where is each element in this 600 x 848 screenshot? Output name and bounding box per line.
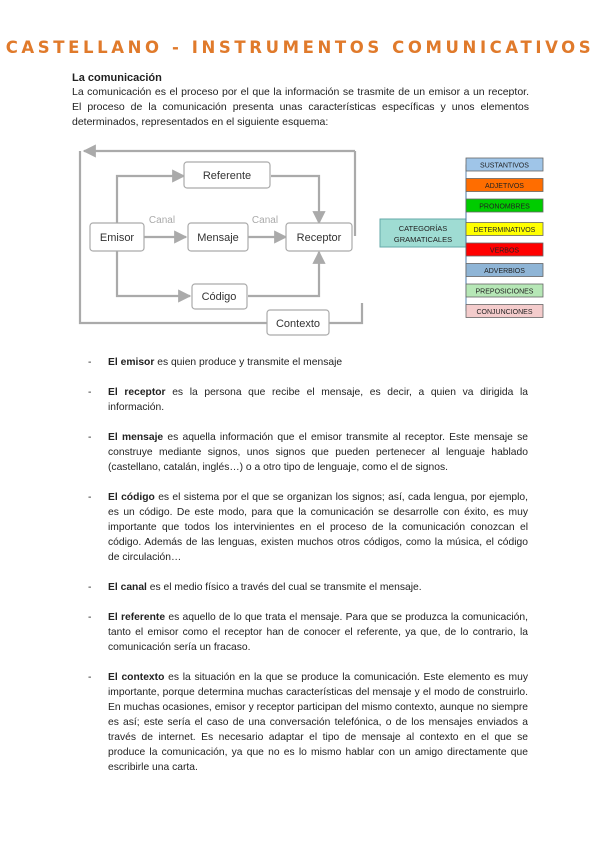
categories-label-line-1: CATEGORÍAS xyxy=(398,224,448,233)
definition-item xyxy=(88,430,528,475)
definition-item xyxy=(88,385,528,415)
referente-label: Referente xyxy=(202,170,252,182)
definition-item xyxy=(88,610,528,655)
emisor-label: Emisor xyxy=(99,232,135,244)
section-heading: La comunicación xyxy=(72,72,162,84)
category-label: ADJETIVOS xyxy=(485,183,524,190)
category-label: SUSTANTIVOS xyxy=(480,162,529,170)
definition-term: El receptor xyxy=(108,387,166,398)
definition-item xyxy=(88,490,528,565)
codigo-receptor-arrow xyxy=(248,252,319,296)
definition-text: es aquella información que el emisor transmite al receptor. Este mensaje se construye mediante signos, unos signos que pueden pertenecer al lenguaje hablado (castellano, catalán, inglés…) o a otro tipo de lenguaje, como el de signos. xyxy=(108,432,528,473)
bullet-dash: - xyxy=(88,432,92,443)
receptor-label: Receptor xyxy=(296,232,342,244)
bullet-dash: - xyxy=(88,492,92,503)
definition-term: El código xyxy=(108,492,155,503)
referente-receptor-arrow xyxy=(271,176,319,223)
bullet-dash: - xyxy=(88,582,92,593)
bullet-dash: - xyxy=(88,357,92,368)
communication-diagram xyxy=(72,138,552,338)
definition-text: es aquello de lo que trata el mensaje. Para que se produzca la comunicación, tanto el emisor como el receptor han de conocer el referente, ya que, de lo contrario, la comunicación sería un fracaso. xyxy=(108,612,528,653)
codigo-label: Código xyxy=(201,291,237,303)
categories-label-line-2: GRAMATICALES xyxy=(393,235,453,244)
definition-term: El contexto xyxy=(108,672,165,683)
mensaje-label: Mensaje xyxy=(197,232,239,244)
contexto-label: Contexto xyxy=(275,318,321,330)
definition-text: es el sistema por el que se organizan los signos; así, cada lengua, por ejemplo, es un código. De este modo, para que la comunicación se desarrolle con éxito, es muy importante que todos los intervinientes en el proceso de la comunicación conozcan el código. Además de las lenguas, existen muchos otros códigos, como la música, el código de circulación… xyxy=(108,492,528,563)
bullet-dash: - xyxy=(88,672,92,683)
definition-term: El canal xyxy=(108,582,147,593)
definition-text: es la situación en la que se produce la comunicación. Este elemento es muy importante, porque determina muchas características del mensaje y el modo de construirlo. En muchas ocasiones, emisor y receptor participan del mismo contexto, aunque no siempre es así; este sería el caso de una conversación telefónica, o de los mensajes enviados a través de internet. Es necesario adaptar el tipo de mensaje al contexto en el que se produce la comunicación, ya que no es lo mismo hablar con un amigo directamente que escribirle una carta. xyxy=(108,672,529,773)
emisor-codigo-arrow xyxy=(117,250,190,296)
category-label: VERBOS xyxy=(489,247,520,255)
definition-item xyxy=(88,670,528,775)
category-label: PRONOMBRES xyxy=(479,203,530,211)
category-label: PREPOSICIONES xyxy=(475,288,534,296)
definition-item xyxy=(88,355,528,370)
definition-text: es quien produce y transmite el mensaje xyxy=(154,357,343,368)
bullet-dash: - xyxy=(88,387,92,398)
definition-term: El emisor xyxy=(108,357,155,368)
canal-right-label: Canal xyxy=(251,215,279,226)
definition-text: es la persona que recibe el mensaje, es decir, a quien va dirigida la información. xyxy=(108,387,528,413)
definition-item xyxy=(88,580,528,595)
definitions-list xyxy=(88,355,528,790)
canal-left-label: Canal xyxy=(148,215,176,226)
definition-text: es el medio físico a través del cual se transmite el mensaje. xyxy=(146,582,422,593)
bullet-dash: - xyxy=(88,612,92,623)
category-label: DETERMINATIVOS xyxy=(473,227,536,234)
grammatical-categories xyxy=(380,158,543,318)
category-label: ADVERBIOS xyxy=(484,268,525,275)
document-title: CASTELLANO - INSTRUMENTOS COMUNICATIVOS xyxy=(5,38,595,57)
definition-term: El referente xyxy=(108,612,166,623)
context-frame-right xyxy=(329,303,362,323)
category-label: CONJUNCIONES xyxy=(476,309,533,316)
definition-term: El mensaje xyxy=(108,432,164,443)
intro-paragraph: La comunicación es el proceso por el que la información se trasmite de un emisor a un receptor. El proceso de la comunicación presenta unas características específicas y unos elementos determinados, representados en el siguiente esquema: xyxy=(72,86,529,128)
